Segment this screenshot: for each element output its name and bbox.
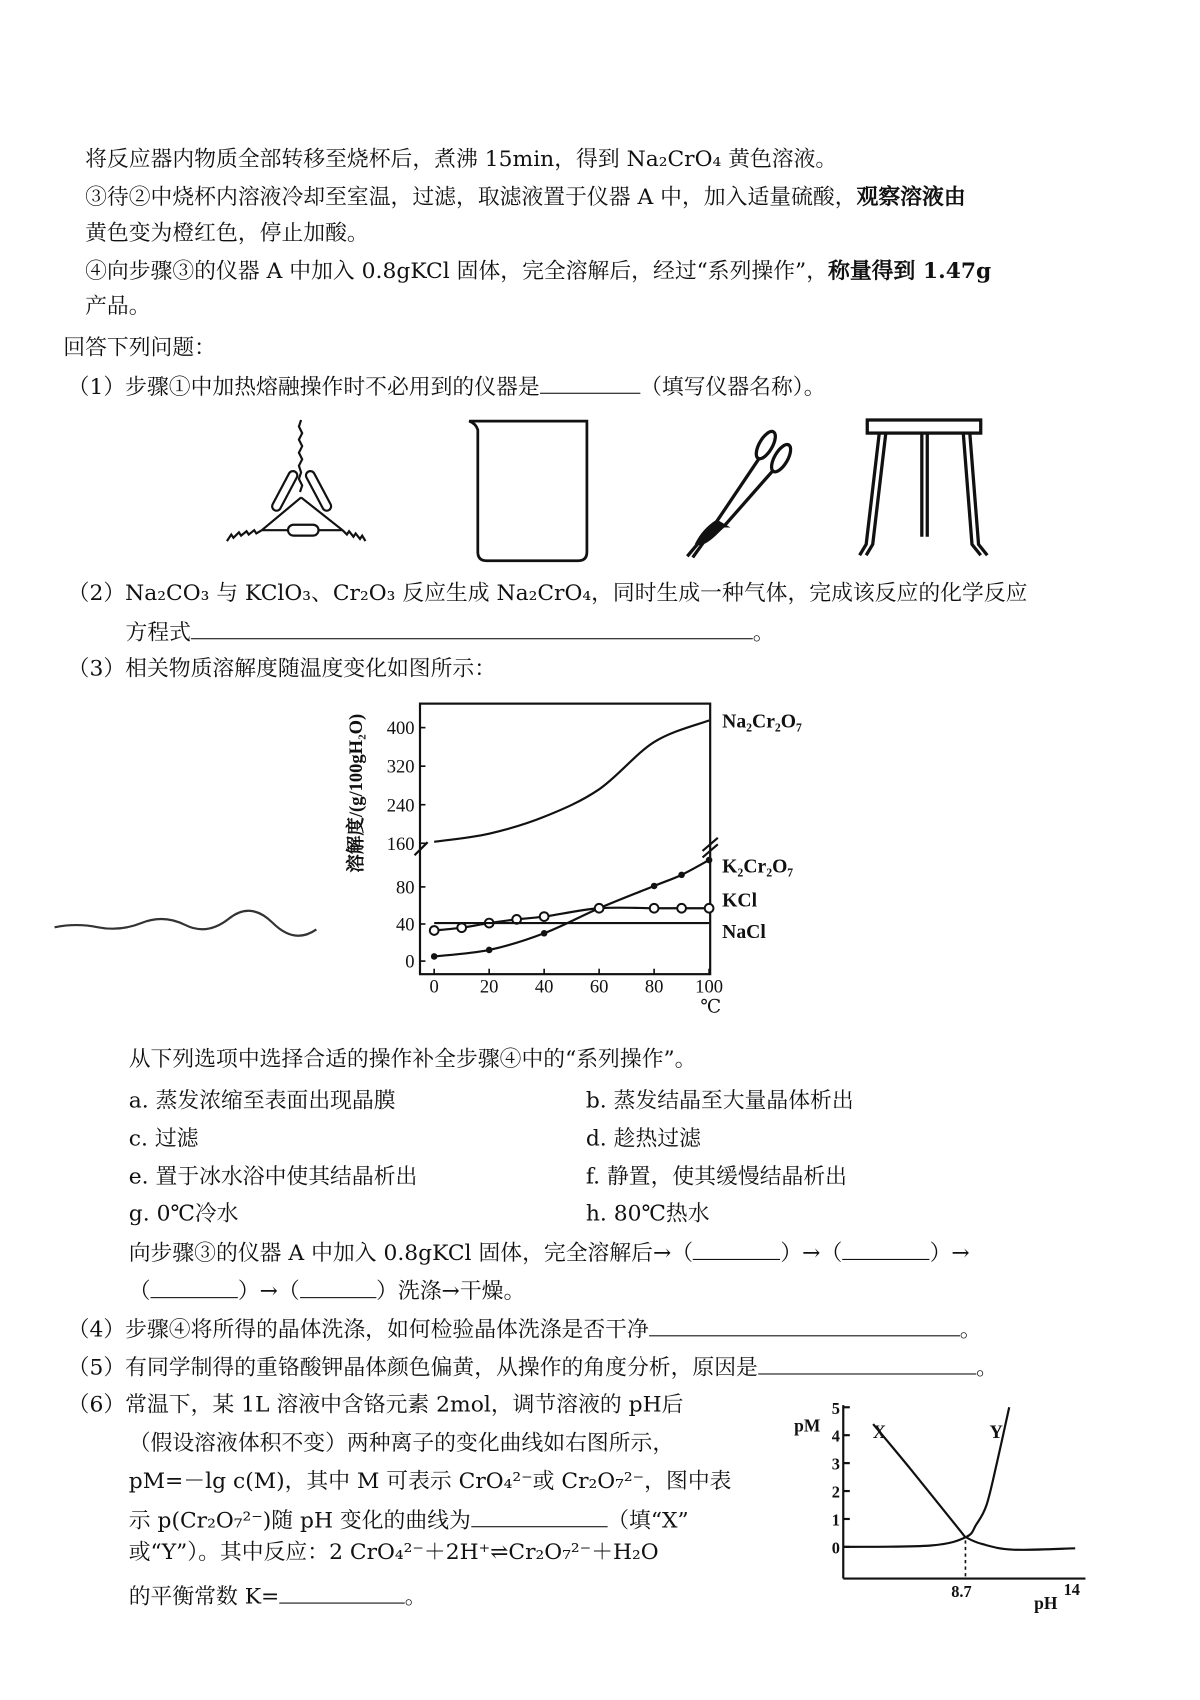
intro-text: ③待②中烧杯内溶液冷却至室温，过滤，取滤液置于仪器 A 中，加入适量硫酸，: [85, 183, 857, 210]
curve-y: [844, 1407, 1009, 1547]
option-d: d. 趁热过滤: [585, 1124, 701, 1151]
x-tick-8.7: 8.7: [951, 1582, 972, 1602]
x-tick-label: 20: [479, 976, 499, 998]
option-b: b. 蒸发结晶至大量晶体析出: [585, 1086, 854, 1113]
y-tick-label: 3: [831, 1454, 840, 1474]
q6-end: 。: [404, 1582, 427, 1610]
y-tick-label: 80: [396, 877, 415, 899]
y-tick-label: 0: [831, 1538, 840, 1558]
x-axis-label: pH: [1034, 1593, 1058, 1614]
option-a: a. 蒸发浓缩至表面出现晶膜: [128, 1086, 396, 1113]
q6-hint: （填“X”: [607, 1506, 689, 1533]
legend-label: NaCl: [722, 922, 766, 944]
intro-line-1: 将反应器内物质全部转移至烧杯后，煮沸 15min，得到 Na₂CrO₄ 黄色溶液。: [85, 145, 838, 172]
legend-label: KCl: [722, 890, 758, 912]
y-tick-label: 320: [386, 756, 415, 778]
intro-text: ④向步骤③的仪器 A 中加入 0.8gKCl 固体，完全溶解后，经过“系列操作”，: [85, 257, 829, 284]
y-tick-label: 1: [831, 1510, 840, 1530]
x-tick-label: 100: [695, 976, 723, 998]
y-tick-label: 4: [831, 1426, 840, 1446]
y-tick-label: 240: [386, 795, 415, 817]
y-tick-label: 160: [386, 833, 415, 855]
x-tick-label: 0: [429, 976, 439, 998]
y-tick-label: 5: [831, 1398, 840, 1418]
seq-paren: （: [128, 1277, 151, 1304]
intro-bold-text: 观察溶液由: [856, 183, 966, 210]
legend-label: Na₂Cr₂O₇: [722, 711, 802, 733]
x-axis-unit: ℃: [700, 996, 722, 1018]
option-h: h. 80℃热水: [585, 1199, 710, 1227]
q6-text: 的平衡常数 K=: [128, 1582, 280, 1610]
question-2: （2）Na₂CO₃ 与 KClO₃、Cr₂O₃ 反应生成 Na₂CrO₄，同时生成一种气体，完成该反应的化学反应: [67, 579, 1028, 606]
seq-end: ）洗涤→干燥。: [376, 1277, 526, 1304]
question-3-title: （3）相关物质溶解度随温度变化如图所示：: [67, 654, 497, 681]
seq-text: 向步骤③的仪器 A 中加入 0.8gKCl 固体，完全溶解后→（: [128, 1239, 694, 1266]
q5-text: （5）有同学制得的重铬酸钾晶体颜色偏黄，从操作的角度分析，原因是: [67, 1353, 758, 1380]
q1-text: （1）步骤①中加热熔融操作时不必用到的仪器是: [67, 373, 540, 400]
y-axis-label: pM: [794, 1415, 821, 1436]
option-g: g. 0℃冷水: [128, 1199, 239, 1227]
x-tick-label: 60: [589, 976, 609, 998]
question-6-line-2: （假设溶液体积不变）两种离子的变化曲线如右图所示，: [128, 1429, 675, 1456]
q5-end: 。: [976, 1353, 998, 1380]
seq-arrow: ）→（: [237, 1277, 300, 1304]
x-tick-14: 14: [1063, 1579, 1080, 1599]
x-tick-label: 40: [534, 976, 554, 998]
option-e: e. 置于冰水浴中使其结晶析出: [128, 1162, 418, 1190]
question-6-line-1: （6）常温下，某 1L 溶液中含铬元素 2mol，调节溶液的 pH后: [67, 1390, 684, 1418]
q3-choose-text: 从下列选项中选择合适的操作补全步骤④中的“系列操作”。: [128, 1045, 697, 1072]
intro-line-5: 产品。: [85, 292, 151, 319]
x-tick-label: 80: [644, 976, 664, 998]
y-tick-label: 40: [396, 914, 415, 936]
y-axis-title: 溶解度/(g/100gH₂O): [346, 713, 368, 873]
option-f: f. 静置，使其缓慢结晶析出: [585, 1162, 847, 1190]
y-tick-label: 2: [831, 1482, 840, 1502]
option-c: c. 过滤: [128, 1124, 199, 1151]
answer-prompt: 回答下列问题：: [63, 333, 216, 360]
y-tick-label: 400: [386, 718, 415, 740]
legend-label: K₂Cr₂O₇: [722, 856, 794, 878]
seq-arrow: ）→: [929, 1239, 970, 1266]
question-6-line-5: 或“Y”）。其中反应：2 CrO₄²⁻＋2H⁺⇌Cr₂O₇²⁻＋H₂O: [128, 1538, 659, 1565]
curve-label-y: Y: [989, 1421, 1003, 1443]
question-6-line-3: pM=－lg c(M)，其中 M 可表示 CrO₄²⁻或 Cr₂O₇²⁻，图中表: [128, 1467, 732, 1494]
q4-text: （4）步骤④将所得的晶体洗涤，如何检验晶体洗涤是否干净: [67, 1315, 649, 1342]
q2-end: 。: [752, 618, 775, 645]
curve-x: [872, 1421, 1075, 1550]
intro-bold-text: 称量得到 1.47g: [828, 257, 992, 284]
q1-hint: （填写仪器名称）。: [640, 373, 826, 400]
q6-text: 示 p(Cr₂O₇²⁻)随 pH 变化的曲线为: [128, 1506, 471, 1533]
intro-line-3: 黄色变为橙红色，停止加酸。: [85, 219, 369, 246]
y-tick-label: 0: [405, 951, 415, 973]
seq-arrow: ）→（: [780, 1239, 843, 1266]
q2-text: 方程式: [125, 618, 191, 645]
q4-end: 。: [959, 1315, 982, 1342]
curve-label-x: X: [872, 1421, 887, 1443]
